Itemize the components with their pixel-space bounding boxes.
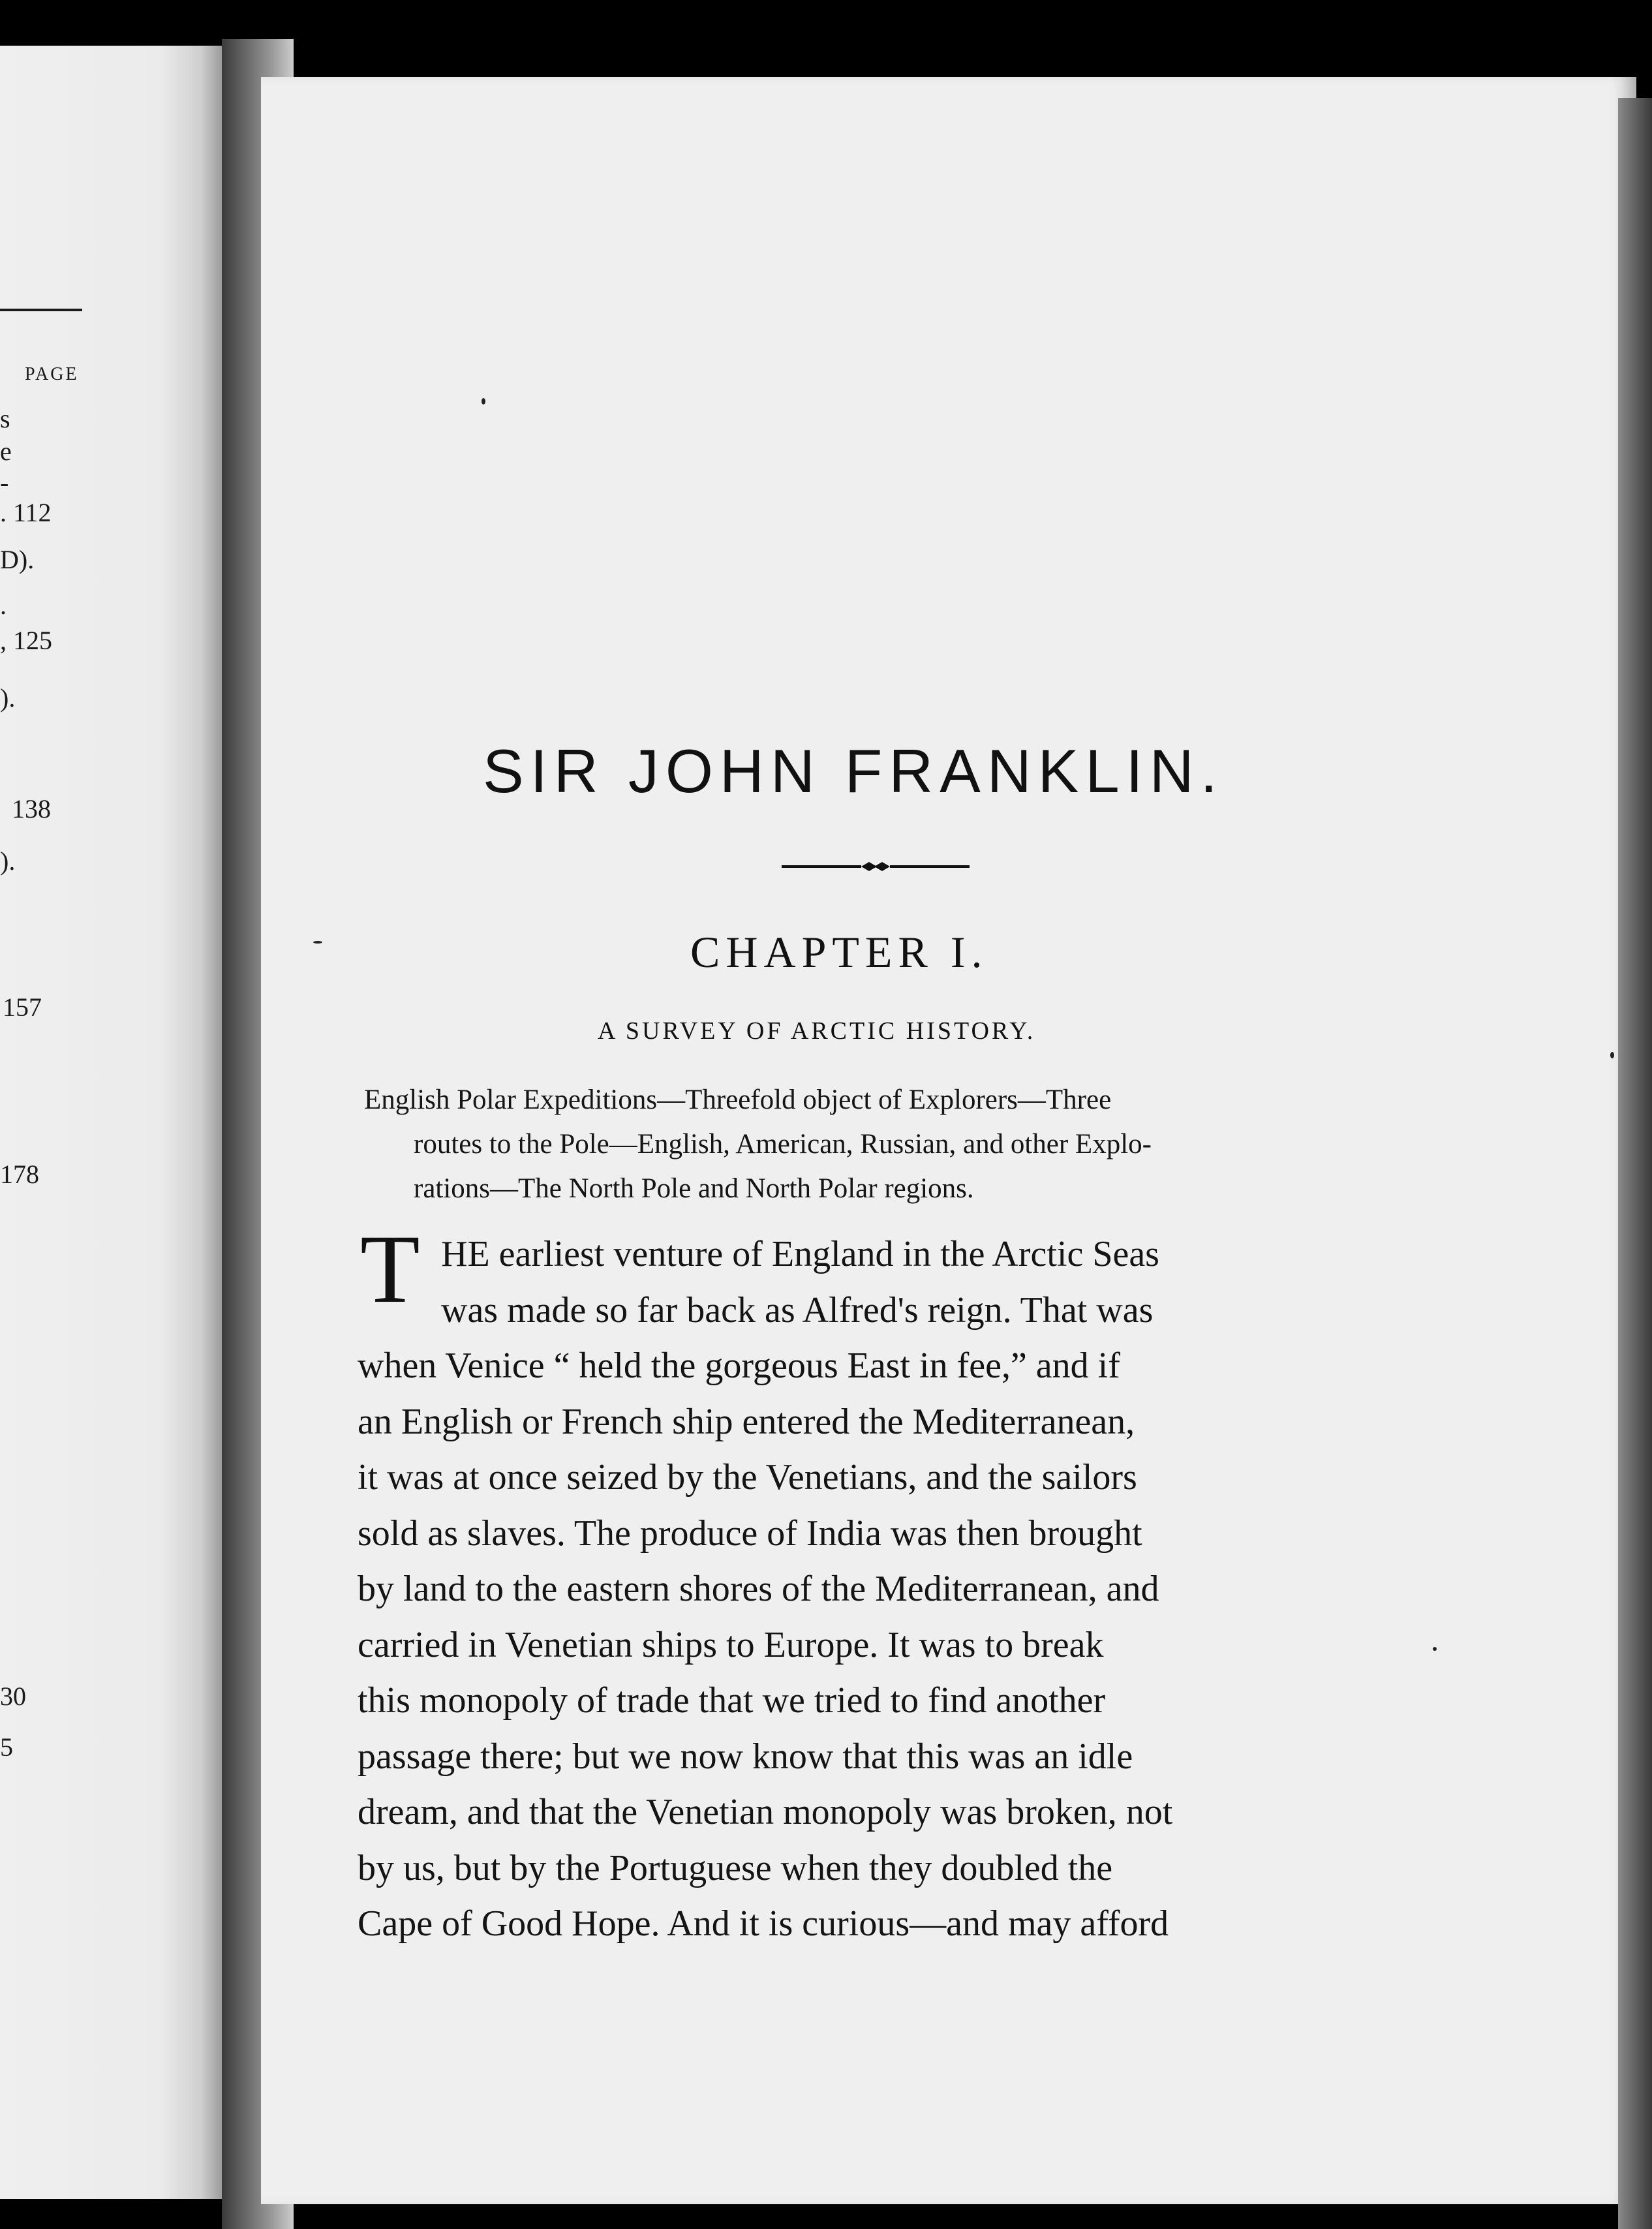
synopsis-line: routes to the Pole—English, American, Russian, and other Explo- <box>414 1129 1152 1160</box>
body-line: an English or French ship entered the Mediterranean, <box>358 1401 1135 1442</box>
body-line: by us, but by the Portuguese when they doubled the <box>358 1847 1113 1888</box>
left-fragment: . 112 <box>0 498 52 527</box>
left-fragment: D). <box>0 545 35 574</box>
page-edge <box>1618 98 1652 2229</box>
left-fragment: 5 <box>0 1732 13 1762</box>
body-line: this monopoly of trade that we tried to find another <box>358 1680 1106 1721</box>
left-fragment: 157 <box>3 992 42 1022</box>
left-fragment: ). <box>0 846 16 876</box>
body-line: dream, and that the Venetian monopoly was broken, not <box>358 1792 1173 1832</box>
body-line: HE earliest venture of England in the Arctic Seas <box>441 1234 1159 1274</box>
left-fragment: . <box>0 591 7 620</box>
synopsis-line: English Polar Expeditions—Threefold object of Explorers—Three <box>364 1084 1112 1115</box>
left-fragment: - <box>0 468 9 497</box>
scan-speck <box>1610 1052 1614 1058</box>
left-fragment: , 125 <box>0 626 52 655</box>
scan-speck <box>482 398 485 405</box>
drop-cap: T <box>360 1215 420 1323</box>
scan-speck <box>1433 1647 1437 1651</box>
body-line: it was at once seized by the Venetians, and the sailors <box>358 1457 1137 1498</box>
chapter-heading: CHAPTER I. <box>690 927 988 977</box>
body-line: sold as slaves. The produce of India was then brought <box>358 1513 1142 1554</box>
left-fragment: s <box>0 404 10 433</box>
scan-speck <box>313 941 322 944</box>
chapter-synopsis <box>364 1078 1382 1211</box>
body-text <box>358 1227 1375 1952</box>
left-page-label: PAGE <box>25 364 79 384</box>
left-fragment: ). <box>0 683 16 713</box>
left-fragment: 178 <box>0 1160 39 1189</box>
synopsis-line: rations—The North Pole and North Polar regions. <box>414 1173 974 1204</box>
book-title: SIR JOHN FRANKLIN. <box>483 737 1224 805</box>
body-line: Cape of Good Hope. And it is curious—and may afford <box>358 1903 1169 1944</box>
body-line: when Venice “ held the gorgeous East in fee,” and if <box>358 1345 1120 1386</box>
body-line: was made so far back as Alfred's reign. That was <box>441 1289 1154 1330</box>
chapter-subtitle: A SURVEY OF ARCTIC HISTORY. <box>598 1017 1036 1045</box>
ornamental-rule <box>782 860 970 873</box>
left-fragment: 138 <box>12 794 51 823</box>
body-line: passage there; but we now know that this was an idle <box>358 1736 1133 1777</box>
left-fragment: 30 <box>0 1682 26 1711</box>
left-page-rule <box>0 309 82 311</box>
body-line: by land to the eastern shores of the Mediterranean, and <box>358 1569 1159 1609</box>
left-fragment: e <box>0 437 12 466</box>
body-line: carried in Venetian ships to Europe. It was to break <box>358 1624 1104 1665</box>
